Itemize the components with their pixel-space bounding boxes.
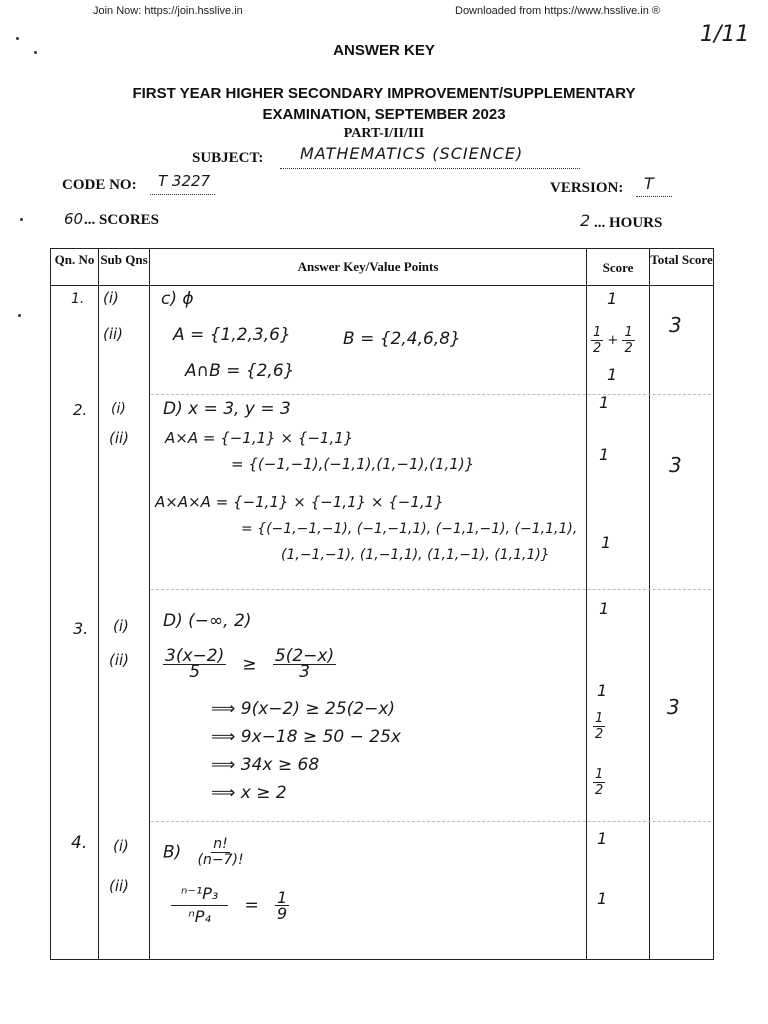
frac-denominator: ⁿP₄ xyxy=(188,907,211,926)
row-divider xyxy=(151,589,711,590)
part-label: PART-I/II/III xyxy=(343,126,425,141)
q3-score-i: 1 xyxy=(599,599,610,618)
q2-total: 3 xyxy=(669,453,682,477)
row-divider xyxy=(151,394,711,395)
code-label: CODE NO: xyxy=(62,177,137,193)
row-divider xyxy=(151,821,711,822)
q2-score-ii-b: 1 xyxy=(601,533,612,552)
q4-score-ii: 1 xyxy=(597,889,608,908)
q3-total: 3 xyxy=(667,695,680,719)
q1-score-i: 1 xyxy=(607,289,618,308)
rhs-denominator: 3 xyxy=(299,662,310,682)
q1-sub-i: (i) xyxy=(103,289,119,307)
col-divider xyxy=(649,249,650,959)
header-score: Score xyxy=(602,260,634,275)
frac-numerator: n! xyxy=(213,836,228,852)
rhs-numerator: 5(2−x) xyxy=(274,646,335,666)
frac-denominator: 2 xyxy=(624,341,633,356)
q1-ans-ii-c: A∩B = {2,6} xyxy=(185,361,295,381)
option-label: B) xyxy=(163,842,182,863)
q2-number: 2. xyxy=(73,401,88,419)
header-divider xyxy=(51,285,713,286)
plus-sign: + xyxy=(607,333,619,348)
q3-sub-i: (i) xyxy=(113,617,129,635)
page-number: 1/11 xyxy=(700,22,750,47)
q3-step-4: ⟹ x ≥ 2 xyxy=(211,783,287,803)
q3-step-3: ⟹ 34x ≥ 68 xyxy=(211,755,320,775)
q1-total: 3 xyxy=(669,313,682,337)
q1-ans-ii-a: A = {1,2,3,6} xyxy=(173,325,291,345)
answer-key-table xyxy=(50,248,714,960)
download-link[interactable]: Downloaded from https://www.hsslive.in ® xyxy=(455,5,660,17)
scan-speck xyxy=(16,37,19,40)
q2-ans-ii-d: = {(−1,−1,−1), (−1,−1,1), (−1,1,−1), (−1,1,1), xyxy=(241,521,578,537)
exam-line-1: FIRST YEAR HIGHER SECONDARY IMPROVEMENT/SUPPLEMENTARY xyxy=(132,85,636,102)
q4-ans-i xyxy=(163,837,244,868)
q4-sub-ii: (ii) xyxy=(109,877,130,895)
q2-ans-i: D) x = 3, y = 3 xyxy=(163,399,291,419)
subject-label: SUBJECT: xyxy=(192,150,264,166)
frac-denominator: 9 xyxy=(277,904,288,923)
header-total: Total Score xyxy=(650,252,713,267)
hours-label: ... HOURS xyxy=(594,215,663,231)
q1-score-ii-c: 1 xyxy=(607,365,618,384)
frac-numerator: 1 xyxy=(624,325,633,340)
frac-denominator: 2 xyxy=(593,341,602,356)
q1-ans-ii-b: B = {2,4,6,8} xyxy=(343,329,461,349)
col-divider xyxy=(98,249,99,959)
scan-speck xyxy=(18,314,21,317)
frac-numerator: 1 xyxy=(593,325,602,340)
q2-sub-ii: (ii) xyxy=(109,429,130,447)
q2-ans-ii-a: A×A = {−1,1} × {−1,1} xyxy=(165,429,354,447)
q2-sub-i: (i) xyxy=(111,401,126,417)
q3-score-ii-b xyxy=(593,711,605,742)
header-answer: Answer Key/Value Points xyxy=(297,259,439,274)
lhs-numerator: 3(x−2) xyxy=(165,646,225,666)
q3-inequality xyxy=(163,646,336,682)
q3-ans-i: D) (−∞, 2) xyxy=(163,611,252,631)
frac-numerator: 1 xyxy=(595,711,604,726)
frac-numerator: ⁿ⁻¹P₃ xyxy=(171,883,228,906)
equals-sign: = xyxy=(244,895,259,916)
q1-score-ii xyxy=(591,325,635,356)
q1-number: 1. xyxy=(71,291,85,307)
q4-sub-i: (i) xyxy=(113,837,129,855)
version-label: VERSION: xyxy=(550,180,624,196)
header-qn: Qn. No xyxy=(54,252,95,267)
q2-ans-ii-b: = {(−1,−1),(−1,1),(1,−1),(1,1)} xyxy=(231,455,475,473)
q1-sub-ii: (ii) xyxy=(103,325,124,343)
code-value: T 3227 xyxy=(158,172,211,190)
frac-numerator: 1 xyxy=(277,888,288,907)
frac-denominator: 2 xyxy=(595,783,604,798)
doc-title: ANSWER KEY xyxy=(333,42,435,59)
q4-score-i: 1 xyxy=(597,829,608,848)
frac-denominator: (n−7)! xyxy=(197,852,244,868)
scores-label: ... SCORES xyxy=(84,212,160,228)
q1-ans-i: c) ϕ xyxy=(161,289,194,309)
q2-score-i: 1 xyxy=(599,393,610,412)
frac-denominator: 2 xyxy=(595,727,604,742)
q3-number: 3. xyxy=(73,619,89,638)
hours-value: 2 xyxy=(580,211,591,230)
q3-score-ii-a: 1 xyxy=(597,681,608,700)
q3-step-2: ⟹ 9x−18 ≥ 50 − 25x xyxy=(211,727,401,747)
q4-number: 4. xyxy=(71,833,88,853)
q3-score-ii-c xyxy=(593,767,605,798)
frac-numerator: 1 xyxy=(595,767,604,782)
exam-line-2: EXAMINATION, SEPTEMBER 2023 xyxy=(262,106,506,123)
ge-sign: ≥ xyxy=(242,654,257,675)
join-link[interactable]: Join Now: https://join.hsslive.in xyxy=(93,5,243,17)
q4-ans-ii xyxy=(171,883,289,928)
col-divider xyxy=(149,249,150,959)
q2-ans-ii-e: (1,−1,−1), (1,−1,1), (1,1,−1), (1,1,1)} xyxy=(281,547,550,563)
col-divider xyxy=(586,249,587,959)
scan-speck xyxy=(20,218,23,221)
q2-score-ii-a: 1 xyxy=(599,445,610,464)
scores-value: 60 xyxy=(64,210,84,228)
q3-step-1: ⟹ 9(x−2) ≥ 25(2−x) xyxy=(211,699,396,719)
version-dotline xyxy=(636,183,672,197)
q3-sub-ii: (ii) xyxy=(109,651,130,669)
version-value: T xyxy=(644,174,654,193)
lhs-denominator: 5 xyxy=(189,662,201,682)
header-sub: Sub Qns xyxy=(100,252,148,267)
q2-ans-ii-c: A×A×A = {−1,1} × {−1,1} × {−1,1} xyxy=(155,493,444,511)
subject-value: MATHEMATICS (SCIENCE) xyxy=(300,144,524,163)
